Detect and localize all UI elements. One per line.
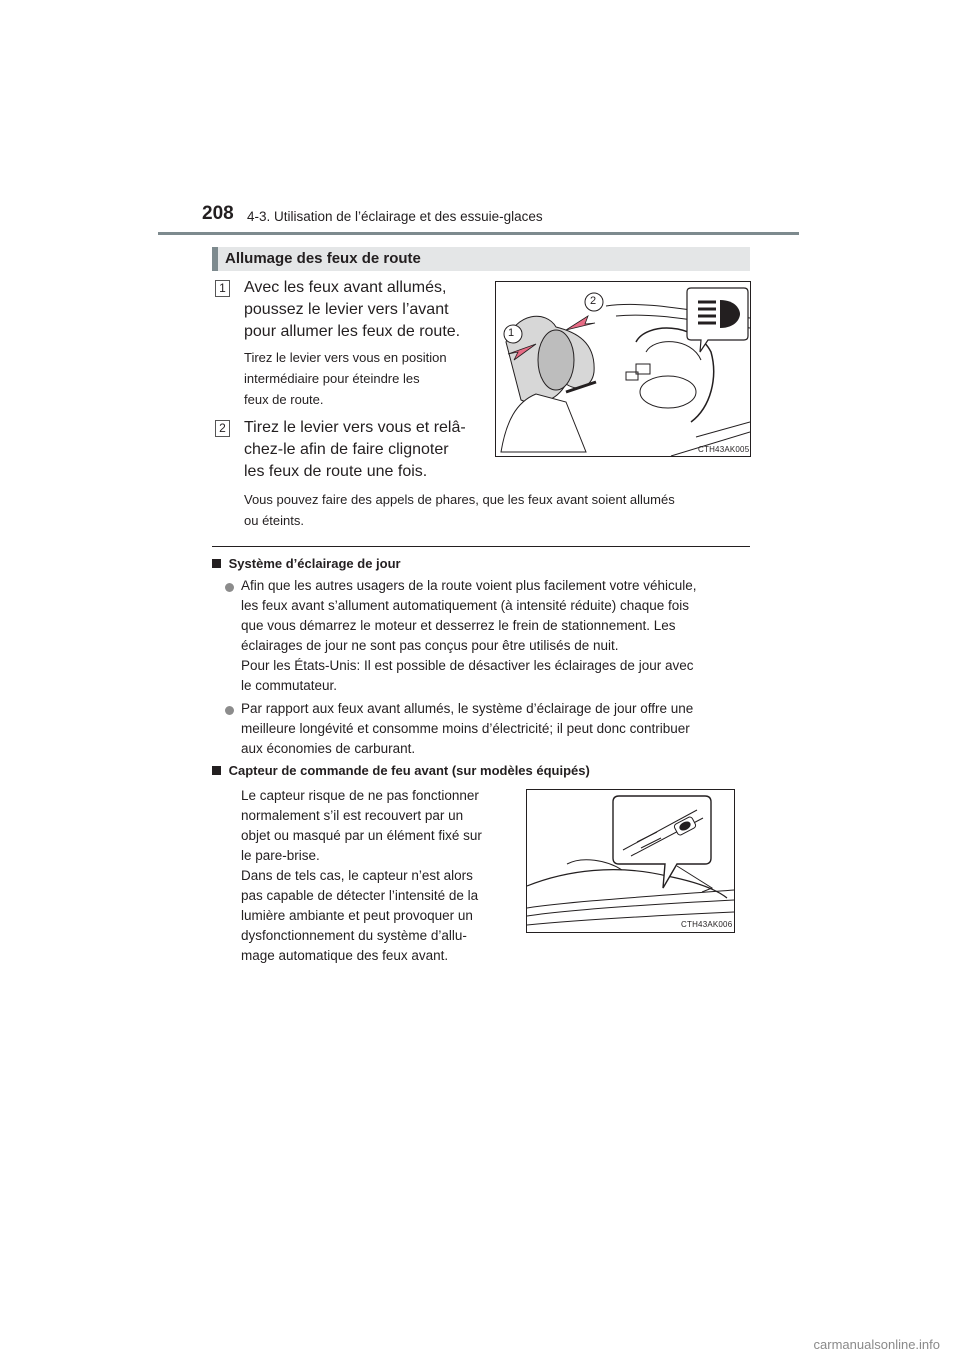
text-line: mage automatique des feux avant. (241, 948, 449, 963)
sensor-text (241, 786, 508, 966)
text-line: Dans de tels cas, le capteur n’est alors (241, 868, 473, 883)
text-line: meilleure longévité et consomme moins d’électricité; il peut donc contribuer (241, 721, 690, 736)
text-line: que vous démarrez le moteur et desserrez le frein de stationnement. Les (241, 618, 676, 633)
watermark: carmanualsonline.info (813, 1337, 940, 1352)
headlight-lever-figure (495, 281, 751, 457)
square-bullet-icon (212, 559, 221, 568)
section-divider (212, 546, 750, 547)
section-title: Allumage des feux de route (225, 250, 421, 267)
text-line: le commutateur. (241, 678, 338, 693)
lever-illustration (496, 282, 750, 456)
drl-bullet-1 (241, 576, 750, 696)
page-number: 208 (202, 203, 234, 224)
chapter-title: 4-3. Utilisation de l’éclairage et des essuie-glaces (247, 209, 543, 224)
text-line: éclairages de jour ne sont pas conçus pour être utilisés de nuit. (241, 638, 619, 653)
step-2-text (244, 417, 480, 483)
text-line: pas capable de détecter l’intensité de la (241, 888, 479, 903)
text-line: les feux avant s’allument automatiquement (à intensité réduite) chaque fois (241, 598, 690, 613)
callout-1-label: 1 (508, 327, 515, 339)
text-line: dysfonctionnement du système d’allu- (241, 928, 467, 943)
sensor-heading (212, 763, 590, 778)
light-sensor-figure (526, 789, 735, 933)
callout-2-label: 2 (590, 295, 597, 307)
text-line: Pour les États-Unis: Il est possible de désactiver les éclairages de jour avec (241, 658, 694, 673)
step-1-note-line: feux de route. (244, 392, 324, 407)
step-1-text (244, 277, 480, 343)
text-line: normalement s’il est recouvert par un (241, 808, 464, 823)
step-1-line: Avec les feux avant allumés, (244, 279, 447, 296)
drl-bullet-2 (241, 699, 750, 759)
step-2-note-line: Vous pouvez faire des appels de phares, que les feux avant soient allumés (244, 492, 675, 507)
text-line: aux économies de carburant. (241, 741, 416, 756)
sensor-title: Capteur de commande de feu avant (sur modèles équipés) (228, 763, 590, 778)
drl-heading (212, 556, 401, 571)
step-1-number: 1 (215, 280, 230, 297)
text-line: Afin que les autres usagers de la route voient plus facilement votre véhicule, (241, 578, 697, 593)
step-2-note-line: ou éteints. (244, 513, 304, 528)
text-line: le pare-brise. (241, 848, 320, 863)
text-line: Le capteur risque de ne pas fonctionner (241, 788, 479, 803)
text-line: objet ou masqué par un élément fixé sur (241, 828, 482, 843)
section-heading (212, 247, 750, 271)
sensor-illustration (527, 790, 734, 932)
step-1-note-line: intermédiaire pour éteindre les (244, 371, 420, 386)
text-line: Par rapport aux feux avant allumés, le système d’éclairage de jour offre une (241, 701, 694, 716)
section-heading-bar (212, 247, 218, 271)
step-2-note (244, 489, 750, 531)
bullet-icon (225, 706, 234, 715)
figure-1-caption: CTH43AK005 (698, 445, 750, 454)
bullet-icon (225, 583, 234, 592)
header-rule (158, 232, 799, 235)
step-2-line: les feux de route une fois. (244, 463, 428, 480)
step-1-line: pour allumer les feux de route. (244, 323, 461, 340)
text-line: lumière ambiante et peut provoquer un (241, 908, 473, 923)
step-2-line: Tirez le levier vers vous et relâ- (244, 419, 466, 436)
step-2-number: 2 (215, 420, 230, 437)
figure-2-caption: CTH43AK006 (681, 920, 733, 929)
step-1-note (244, 347, 480, 410)
step-1-note-line: Tirez le levier vers vous en position (244, 350, 447, 365)
square-bullet-icon (212, 766, 221, 775)
drl-title: Système d’éclairage de jour (228, 556, 401, 571)
step-1-line: poussez le levier vers l’avant (244, 301, 449, 318)
step-2-line: chez-le afin de faire clignoter (244, 441, 449, 458)
